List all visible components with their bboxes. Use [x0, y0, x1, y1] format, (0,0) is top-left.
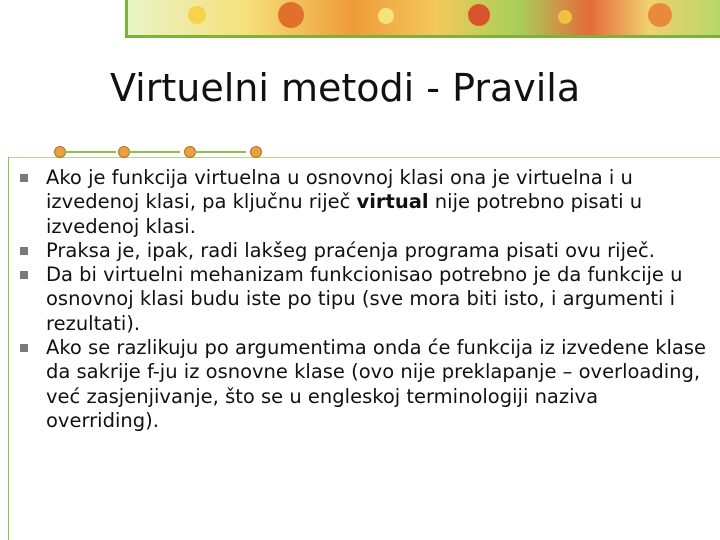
- square-bullet-icon: [20, 271, 28, 279]
- left-border-line: [8, 157, 9, 540]
- bullet-text: Da bi virtuelni mehanizam funkcionisao potrebno je da funkcije u osnovnoj klasi budu iste po tipu (sve mora biti isto, i argumenti i rezultati).: [46, 263, 683, 335]
- flower-decoration-icon: [188, 6, 206, 24]
- bullet-item: [20, 239, 710, 263]
- bullet-item: [20, 263, 710, 336]
- bullet-list: [20, 166, 710, 433]
- pin-decoration-icon: [184, 146, 246, 160]
- bullet-item: [20, 166, 710, 239]
- bullet-item: [20, 336, 710, 433]
- decorative-header-banner: [125, 0, 720, 38]
- bullet-text: Ako se razlikuju po argumentima onda će funkcija iz izvedene klase da sakrije f-ju iz osnovne klase (ovo nije preklapanje – overloading, već zasjenjivanje, što se u engleskoj terminologiji naziva overriding).: [46, 336, 707, 432]
- flower-decoration-icon: [278, 2, 304, 28]
- bullet-text-part: Ako je funkcija virtuelna u osnovnoj klasi ona je virtuelna i u izvedenoj klasi, pa ključnu riječ: [46, 166, 633, 214]
- flower-decoration-icon: [648, 3, 672, 27]
- pin-decoration-icon: [54, 146, 116, 160]
- pin-decoration-icon: [250, 146, 312, 160]
- square-bullet-icon: [20, 247, 28, 255]
- square-bullet-icon: [20, 174, 28, 182]
- slide-title: Virtuelni metodi - Pravila: [110, 66, 581, 110]
- keyword-virtual: virtual: [356, 190, 429, 214]
- pin-decoration-icon: [118, 146, 180, 160]
- flower-decoration-icon: [468, 4, 490, 26]
- flower-decoration-icon: [378, 8, 394, 24]
- bullet-text: Praksa je, ipak, radi lakšeg praćenja programa pisati ovu riječ.: [46, 238, 655, 262]
- flower-decoration-icon: [558, 10, 572, 24]
- bullet-text-part: nije potrebno pisati u izvedenoj klasi.: [46, 190, 643, 238]
- square-bullet-icon: [20, 344, 28, 352]
